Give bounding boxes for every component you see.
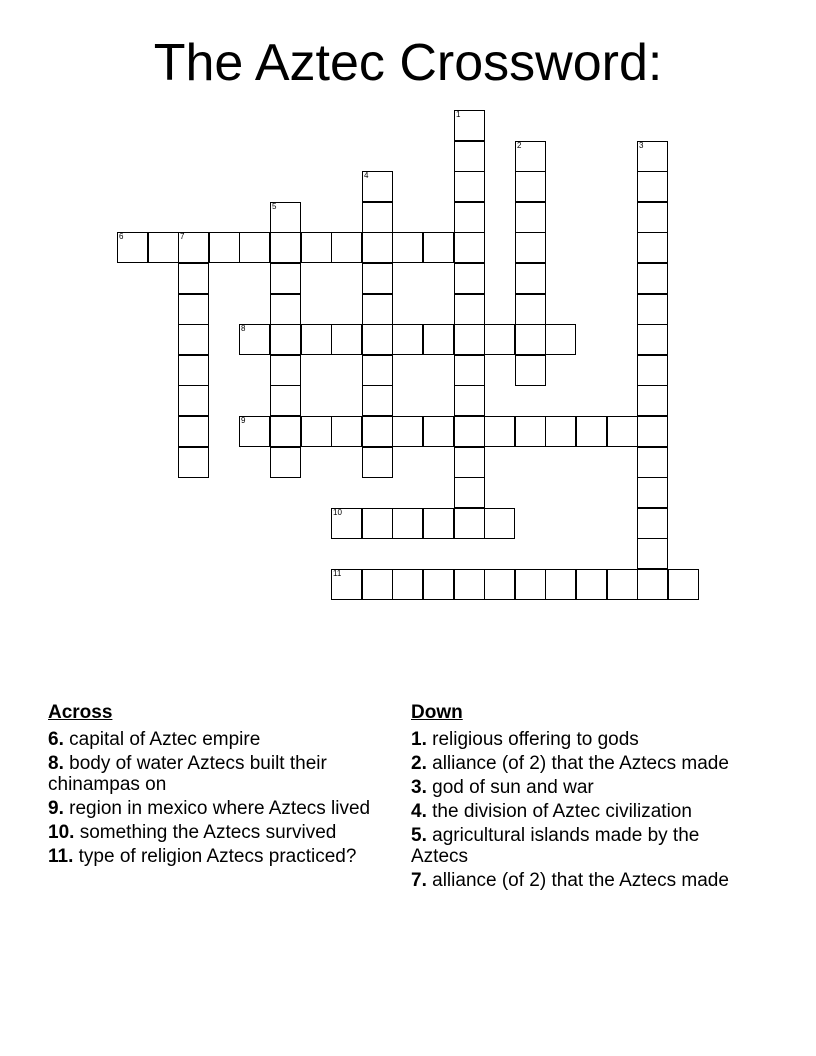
clue-text: capital of Aztec empire [69, 729, 261, 750]
clue-number: 8. [48, 753, 64, 774]
grid-cell[interactable] [576, 416, 607, 447]
grid-cell[interactable] [454, 508, 485, 539]
grid-cell[interactable] [362, 171, 393, 202]
grid-cell[interactable] [209, 232, 240, 263]
grid-cell[interactable] [454, 416, 485, 447]
grid-cell[interactable] [392, 232, 423, 263]
down-heading: Down [411, 702, 463, 723]
down-clue-1 [411, 729, 751, 750]
cell-number: 8 [241, 324, 246, 333]
grid-cell[interactable] [117, 232, 148, 263]
grid-cell[interactable] [454, 355, 485, 386]
clue-number: 11. [48, 846, 74, 867]
grid-cell[interactable] [545, 569, 576, 600]
grid-cell[interactable] [423, 232, 454, 263]
grid-cell[interactable] [148, 232, 179, 263]
clue-text: alliance (of 2) that the Aztecs made [432, 753, 729, 774]
grid-cell[interactable] [392, 324, 423, 355]
grid-cell[interactable] [454, 263, 485, 294]
down-clue-7 [411, 870, 751, 891]
grid-cell[interactable] [331, 232, 362, 263]
cell-number: 6 [119, 232, 124, 241]
clue-number: 3. [411, 777, 427, 798]
grid-cell[interactable] [545, 416, 576, 447]
grid-cell[interactable] [362, 294, 393, 325]
clue-number: 1. [411, 729, 427, 750]
grid-cell[interactable] [178, 324, 209, 355]
grid-cell[interactable] [362, 202, 393, 233]
grid-cell[interactable] [423, 569, 454, 600]
grid-cell[interactable] [362, 416, 393, 447]
grid-cell[interactable] [270, 232, 301, 263]
grid-cell[interactable] [362, 232, 393, 263]
cell-number: 10 [333, 508, 342, 517]
cell-number: 9 [241, 416, 246, 425]
cell-number: 3 [639, 141, 644, 150]
grid-cell[interactable] [637, 477, 668, 508]
grid-cell[interactable] [637, 569, 668, 600]
grid-cell[interactable] [637, 355, 668, 386]
down-clue-3 [411, 777, 751, 798]
grid-cell[interactable] [484, 569, 515, 600]
clue-text: alliance (of 2) that the Aztecs made [432, 870, 729, 891]
grid-cell[interactable] [362, 324, 393, 355]
grid-cell[interactable] [239, 416, 270, 447]
cell-number: 5 [272, 202, 277, 211]
grid-cell[interactable] [484, 508, 515, 539]
grid-cell[interactable] [362, 447, 393, 478]
grid-cell[interactable] [515, 355, 546, 386]
grid-cell[interactable] [178, 447, 209, 478]
grid-cell[interactable] [454, 202, 485, 233]
grid-cell[interactable] [668, 569, 699, 600]
grid-cell[interactable] [423, 324, 454, 355]
grid-cell[interactable] [270, 447, 301, 478]
grid-cell[interactable] [270, 385, 301, 416]
grid-cell[interactable] [270, 324, 301, 355]
grid-cell[interactable] [454, 110, 485, 141]
clue-number: 2. [411, 753, 427, 774]
grid-cell[interactable] [637, 385, 668, 416]
grid-cell[interactable] [178, 232, 209, 263]
grid-cell[interactable] [515, 202, 546, 233]
clue-text: god of sun and war [432, 777, 594, 798]
across-clue-8 [48, 753, 388, 795]
clue-text: agricultural islands made by the Aztecs [411, 825, 700, 867]
down-clue-5 [411, 825, 751, 867]
grid-cell[interactable] [270, 202, 301, 233]
across-clues [48, 701, 388, 870]
grid-cell[interactable] [331, 324, 362, 355]
grid-cell[interactable] [515, 263, 546, 294]
clue-text: region in mexico where Aztecs lived [69, 798, 371, 819]
grid-cell[interactable] [362, 263, 393, 294]
grid-cell[interactable] [576, 569, 607, 600]
grid-cell[interactable] [178, 355, 209, 386]
grid-cell[interactable] [454, 324, 485, 355]
across-clue-9 [48, 798, 388, 819]
grid-cell[interactable] [392, 416, 423, 447]
grid-cell[interactable] [515, 324, 546, 355]
grid-cell[interactable] [454, 477, 485, 508]
grid-cell[interactable] [301, 324, 332, 355]
clue-number: 10. [48, 822, 75, 843]
grid-cell[interactable] [331, 416, 362, 447]
grid-cell[interactable] [178, 416, 209, 447]
clue-text: body of water Aztecs built their chinampas on [48, 753, 327, 795]
grid-cell[interactable] [423, 416, 454, 447]
clue-number: 5. [411, 825, 427, 846]
grid-cell[interactable] [423, 508, 454, 539]
grid-cell[interactable] [637, 202, 668, 233]
grid-cell[interactable] [515, 294, 546, 325]
grid-cell[interactable] [637, 324, 668, 355]
grid-cell[interactable] [178, 294, 209, 325]
grid-cell[interactable] [239, 324, 270, 355]
clue-number: 4. [411, 801, 427, 822]
grid-cell[interactable] [331, 569, 362, 600]
grid-cell[interactable] [454, 294, 485, 325]
grid-cell[interactable] [454, 447, 485, 478]
grid-cell[interactable] [454, 232, 485, 263]
grid-cell[interactable] [484, 324, 515, 355]
grid-cell[interactable] [515, 416, 546, 447]
clue-number: 7. [411, 870, 427, 891]
cell-number: 1 [456, 110, 461, 119]
grid-cell[interactable] [454, 141, 485, 172]
clue-text: something the Aztecs survived [79, 822, 337, 843]
grid-cell[interactable] [178, 385, 209, 416]
grid-cell[interactable] [454, 385, 485, 416]
grid-cell[interactable] [515, 569, 546, 600]
across-clue-11 [48, 846, 388, 867]
down-clues [411, 701, 751, 894]
grid-cell[interactable] [515, 232, 546, 263]
clue-text: religious offering to gods [432, 729, 639, 750]
grid-cell[interactable] [545, 324, 576, 355]
grid-cell[interactable] [392, 569, 423, 600]
grid-cell[interactable] [637, 447, 668, 478]
grid-cell[interactable] [392, 508, 423, 539]
grid-cell[interactable] [301, 416, 332, 447]
grid-cell[interactable] [178, 263, 209, 294]
grid-cell[interactable] [637, 141, 668, 172]
grid-cell[interactable] [607, 569, 638, 600]
grid-cell[interactable] [637, 416, 668, 447]
grid-cell[interactable] [270, 416, 301, 447]
clue-text: the division of Aztec civilization [432, 801, 692, 822]
grid-cell[interactable] [515, 171, 546, 202]
grid-cell[interactable] [637, 538, 668, 569]
clue-number: 6. [48, 729, 64, 750]
clue-text: type of religion Aztecs practiced? [78, 846, 357, 867]
grid-cell[interactable] [637, 263, 668, 294]
down-clue-2 [411, 753, 751, 774]
page-title: The Aztec Crossword: [153, 34, 663, 92]
across-clue-6 [48, 729, 388, 750]
across-heading: Across [48, 702, 113, 723]
grid-cell[interactable] [515, 141, 546, 172]
cell-number: 4 [364, 171, 369, 180]
grid-cell[interactable] [270, 294, 301, 325]
grid-cell[interactable] [637, 294, 668, 325]
grid-cell[interactable] [454, 171, 485, 202]
grid-cell[interactable] [301, 232, 332, 263]
cell-number: 2 [517, 141, 522, 150]
grid-cell[interactable] [637, 508, 668, 539]
grid-cell[interactable] [239, 232, 270, 263]
grid-cell[interactable] [607, 416, 638, 447]
cell-number: 7 [180, 232, 185, 241]
grid-cell[interactable] [362, 385, 393, 416]
grid-cell[interactable] [362, 569, 393, 600]
grid-cell[interactable] [362, 355, 393, 386]
grid-cell[interactable] [362, 508, 393, 539]
grid-cell[interactable] [270, 355, 301, 386]
grid-cell[interactable] [484, 416, 515, 447]
grid-cell[interactable] [454, 569, 485, 600]
grid-cell[interactable] [637, 171, 668, 202]
across-clue-10 [48, 822, 388, 843]
cell-number: 11 [333, 569, 342, 578]
down-clue-4 [411, 801, 751, 822]
grid-cell[interactable] [331, 508, 362, 539]
clue-number: 9. [48, 798, 64, 819]
grid-cell[interactable] [637, 232, 668, 263]
grid-cell[interactable] [270, 263, 301, 294]
